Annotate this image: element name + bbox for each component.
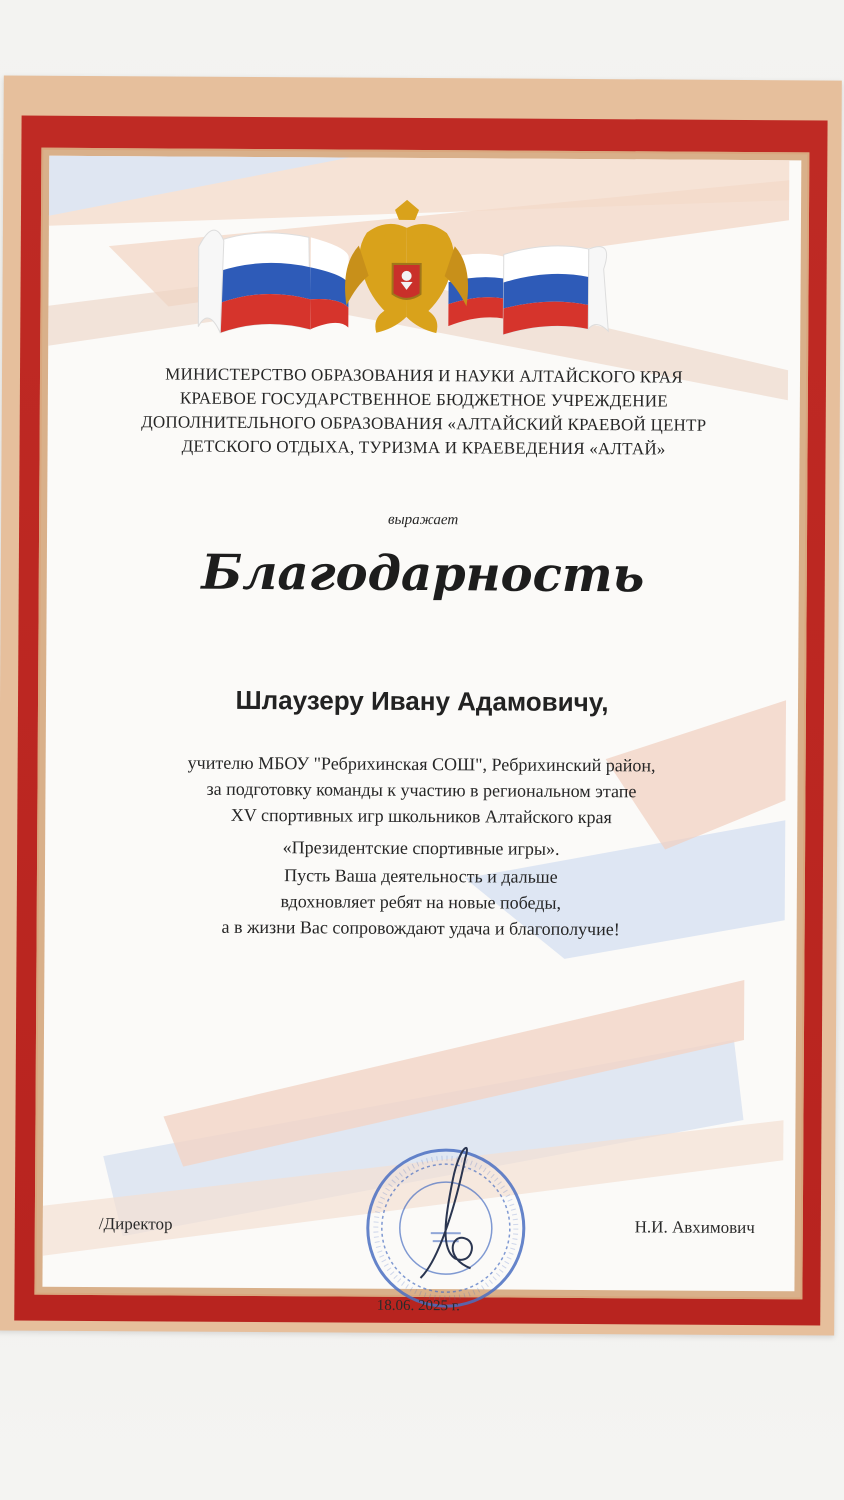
org-line-4: ДЕТСКОГО ОТДЫХА, ТУРИЗМА И КРАЕВЕДЕНИЯ «АЛТАЙ» <box>181 436 666 459</box>
body-line-3: XV спортивных игр школьников Алтайского края <box>230 804 612 828</box>
director-position: /Директор <box>98 1214 173 1234</box>
body-line-5: Пусть Ваша деятельность и дальше <box>284 865 558 887</box>
issue-date: 18.06. 2025 г. <box>376 1297 460 1315</box>
body-line-7: а в жизни Вас сопровождают удача и благополучие! <box>221 916 620 940</box>
director-name: Н.И. Авхимович <box>634 1217 755 1238</box>
recipient-name: Шлаузеру Ивану Адамовичу, <box>235 684 609 718</box>
russian-flag-icon <box>198 230 311 333</box>
body-line-2: за подготовку команды к участию в региональном этапе <box>206 778 637 802</box>
inner-border <box>34 148 809 1315</box>
body-line-4: «Президентские спортивные игры». <box>282 837 560 859</box>
body-line-1: учителю МБОУ "Ребрихинская СОШ", Ребрихинский район, <box>187 752 656 776</box>
paper-sheet <box>0 75 842 1335</box>
expresses-label: выражает <box>387 511 459 529</box>
org-line-3: ДОПОЛНИТЕЛЬНОГО ОБРАЗОВАНИЯ «АЛТАЙСКИЙ КРАЕВОЙ ЦЕНТР <box>141 412 707 435</box>
red-frame <box>14 116 827 1326</box>
russian-flag-icon <box>503 246 609 336</box>
org-line-2: КРАЕВОЕ ГОСУДАРСТВЕННОЕ БЮДЖЕТНОЕ УЧРЕЖДЕНИЕ <box>179 388 668 411</box>
certificate-title: Благодарность <box>201 544 645 604</box>
org-line-1: МИНИСТЕРСТВО ОБРАЗОВАНИЯ И НАУКИ АЛТАЙСКОГО КРАЯ <box>165 364 683 387</box>
certificate-body <box>42 156 801 1315</box>
official-stamp <box>360 1138 531 1309</box>
body-line-6: вдохновляет ребят на новые победы, <box>280 891 562 913</box>
